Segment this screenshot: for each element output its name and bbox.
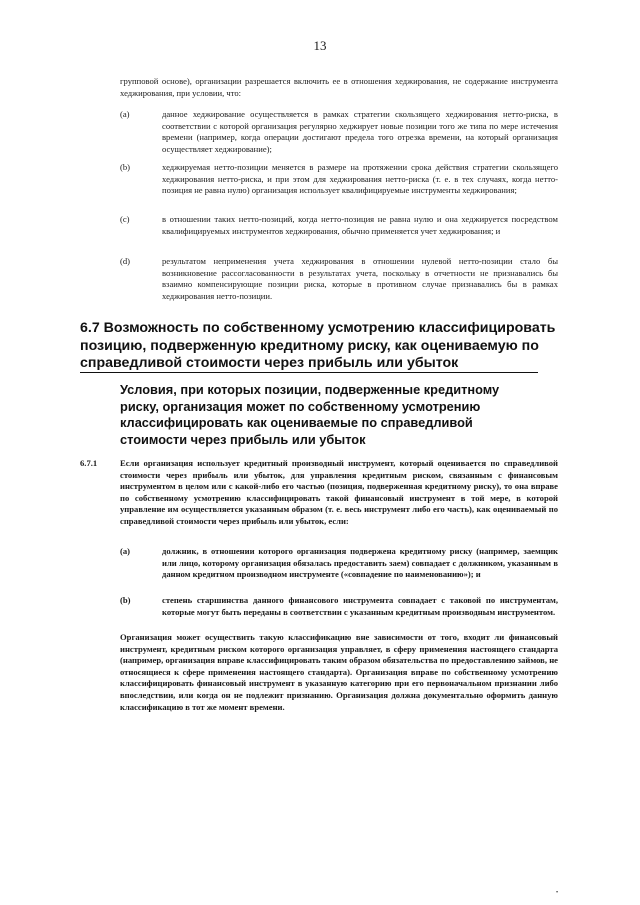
list-item-c (120, 214, 558, 237)
list-item-b (120, 162, 558, 197)
sub-item-label: (a) (120, 546, 131, 556)
paragraph-number: 6.7.1 (80, 458, 98, 468)
section-heading: 6.7 Возможность по собственному усмотрению классифицировать позицию, подверженную кредитному риску, как оцениваемую по справедливой стоимости через прибыль или убыток (80, 320, 556, 371)
list-item-text: хеджируемая нетто-позиции меняется в размере на протяжении срока действия стратегии скользящего хеджирования нетто-риска, и при этом для хеджирования нетто-риска (т. е. в тех случаях, когда нетто-позиция не равна нулю) организация использует квалифицируемые инструменты хеджирования; (162, 162, 558, 196)
subsection-heading: Условия, при которых позиции, подверженные кредитному риску, организация может по собственному усмотрению классифицировать как оцениваемые по справедливой стоимости через прибыль или убыток (120, 382, 500, 447)
list-item-text: в отношении таких нетто-позиций, когда нетто-позиция не равна нулю и она хеджируется посредством квалифицируемых инструментов хеджирования, обычно применяется учет хеджирования; и (162, 214, 558, 236)
page-number: 13 (313, 38, 327, 53)
list-item-label: (b) (120, 162, 131, 172)
list-item-text: данное хеджирование осуществляется в рамках стратегии скользящего хеджирования нетто-риска, в соответствии с которой организация регулярно хеджирует новые позиции того же типа по мере истечения времени (например, когда операции достигают предела того отрезка времени, на который организация осуществляет хеджирование); (162, 109, 558, 154)
sub-item-a (120, 546, 558, 581)
sub-item-text: должник, в отношении которого организация подвержена кредитному риску (например, заемщик или лицо, которому организация обязалась предоставить заем) совпадает с должником, указанным в данном кредитном производном инструменте («совпадение по наименованию»); и (162, 546, 558, 580)
scan-mark: • (556, 890, 559, 896)
sub-item-b (120, 595, 558, 618)
paragraph-6-7-1: Если организация использует кредитный производный инструмент, который оценивается по справедливой стоимости через прибыль или убыток, для управления кредитным риском, связанным с финансовым инструментом в целом или с какой-либо его частью (позиция, подверженная кредитному риску), то она вправе по собственному усмотрению классифицировать такой финансовый инструмент в той мере, в которой управление им осуществляется указанным образом (т. е. весь инструмент либо его часть), как оцениваемый по справедливой стоимости через прибыль или убыток, если: (120, 458, 558, 526)
intro-paragraph: групповой основе), организации разрешается включить ее в отношения хеджирования, не содержание инструмента хеджирования, при условии, что: (120, 76, 558, 98)
list-item-label: (a) (120, 109, 130, 119)
closing-paragraph: Организация может осуществить такую классификацию вне зависимости от того, входит ли финансовый инструмент, кредитным риском которого организация управляет, в сферу применения настоящего стандарта (например, организация вправе классифицировать таким образом обязательства по предоставлению займов, не относящиеся к сфере применения настоящего стандарта). Организация вправе по собственному усмотрению классифицировать финансовый инструмент в указанную категорию при его первоначальном признании либо впоследствии, или когда он не подлежит признанию. Организация должна документально оформить данную классификацию в тот же момент времени. (120, 632, 558, 712)
list-item-d (120, 256, 558, 302)
list-item-label: (d) (120, 256, 131, 266)
heading-underline (80, 372, 538, 373)
list-item-text: результатом неприменения учета хеджирования в отношении нулевой нетто-позиции стало бы возникновение рассогласованности в результатах учета, поскольку в отчетности не признавались бы взаимно компенсирующие позиции риска, которые в противном случае признавались бы в рамках хеджирования нетто-позиции. (162, 256, 558, 301)
sub-item-label: (b) (120, 595, 131, 605)
sub-item-text: степень старшинства данного финансового инструмента совпадает с таковой по инструментам, которые могут быть переданы в соответствии с указанным кредитным производным инструментом. (162, 595, 558, 617)
list-item-label: (c) (120, 214, 130, 224)
list-item-a (120, 109, 558, 155)
